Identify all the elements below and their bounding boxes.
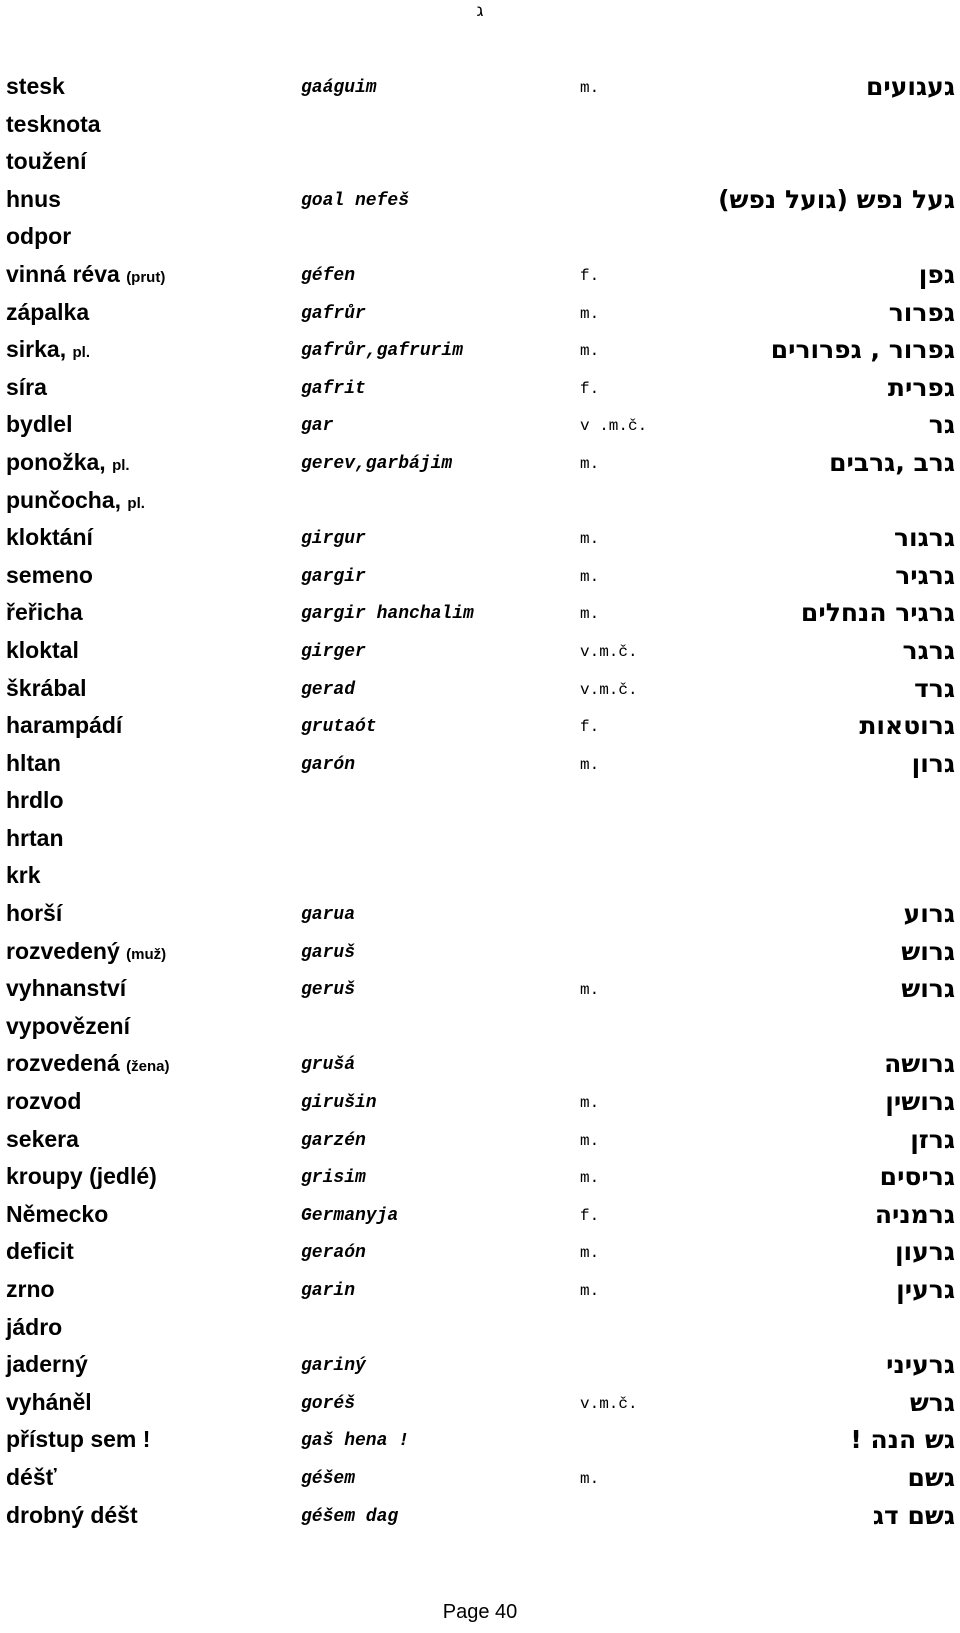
- dictionary-row: [0, 707, 960, 745]
- czech-word: hnus: [6, 185, 61, 212]
- hebrew-term: גפרור , גפרורים: [770, 335, 955, 365]
- czech-term: [6, 557, 93, 595]
- czech-term: [6, 406, 72, 444]
- dictionary-row: [0, 1008, 960, 1046]
- czech-word: harampádí: [6, 712, 123, 739]
- hebrew-term: גרוטאות: [859, 711, 955, 741]
- grammar-tag: v.m.č.: [580, 680, 638, 699]
- dictionary-row: [0, 1421, 960, 1459]
- czech-term: [6, 933, 166, 974]
- czech-note: pl.: [72, 344, 90, 362]
- hebrew-term: גרוש: [901, 936, 955, 966]
- czech-word: řeřicha: [6, 599, 83, 626]
- czech-word: zrno: [6, 1276, 55, 1302]
- transliteration: gerad: [301, 679, 356, 700]
- hebrew-term: גרזן: [910, 1124, 955, 1154]
- grammar-tag: m.: [580, 1131, 600, 1150]
- czech-term: [6, 68, 65, 106]
- dictionary-row: [0, 670, 960, 708]
- czech-term: [6, 1233, 74, 1271]
- czech-word: kloktání: [6, 524, 93, 551]
- czech-term: [6, 369, 47, 407]
- grammar-tag: m.: [580, 755, 600, 774]
- czech-word: rozvedený: [6, 937, 120, 964]
- grammar-tag: f.: [580, 379, 600, 398]
- transliteration: grisim: [301, 1168, 366, 1189]
- hebrew-term: גרעון: [894, 1237, 955, 1267]
- czech-word: semeno: [6, 561, 93, 588]
- czech-word: hrtan: [6, 824, 64, 851]
- hebrew-term: גרוע: [903, 899, 955, 929]
- czech-term: [6, 294, 89, 332]
- czech-term: [6, 444, 130, 485]
- dictionary-row: [0, 1497, 960, 1535]
- czech-term: [6, 1459, 57, 1497]
- grammar-tag: m.: [580, 1244, 600, 1263]
- hebrew-term: גרגור: [893, 523, 955, 553]
- dictionary-row: [0, 519, 960, 557]
- czech-note: pl.: [112, 456, 130, 474]
- hebrew-term: גפן: [918, 259, 955, 289]
- transliteration: gaš hena !: [301, 1431, 410, 1452]
- transliteration: gafrit: [301, 378, 366, 399]
- czech-word: drobný déšt: [6, 1501, 138, 1528]
- dictionary-row: [0, 1384, 960, 1422]
- grammar-tag: m.: [580, 1469, 600, 1488]
- czech-word: jaderný: [6, 1351, 88, 1378]
- dictionary-row: [0, 1045, 960, 1083]
- grammar-tag: v.m.č.: [580, 642, 638, 661]
- dictionary-row: [0, 632, 960, 670]
- czech-term: [6, 1346, 88, 1384]
- hebrew-term: גרעיני: [886, 1350, 955, 1380]
- hebrew-term: גפרור: [888, 297, 955, 327]
- dictionary-row: [0, 406, 960, 444]
- dictionary-row: [0, 820, 960, 858]
- czech-word: jádro: [6, 1313, 63, 1340]
- czech-word: vyháněl: [6, 1388, 92, 1415]
- hebrew-term: גרב ,גרבים: [829, 447, 955, 477]
- czech-term: [6, 143, 87, 181]
- czech-word: sirka,: [6, 336, 67, 363]
- czech-term: [6, 857, 41, 895]
- transliteration: goal nefeš: [301, 190, 410, 211]
- dictionary-row: [0, 143, 960, 181]
- czech-term: [6, 670, 87, 708]
- dictionary-row: [0, 1309, 960, 1347]
- grammar-tag: m.: [580, 1169, 600, 1188]
- dictionary-row: [0, 331, 960, 369]
- transliteration: géfen: [301, 265, 356, 286]
- transliteration: grušá: [301, 1055, 356, 1076]
- hebrew-term: גרעין: [896, 1275, 955, 1304]
- grammar-tag: m.: [580, 981, 600, 1000]
- dictionary-row: [0, 1121, 960, 1159]
- hebrew-term: גריסים: [879, 1162, 955, 1192]
- grammar-tag: m.: [580, 454, 600, 473]
- dictionary-row: [0, 106, 960, 144]
- dictionary-row: [0, 1346, 960, 1384]
- czech-term: [6, 1008, 130, 1046]
- dictionary-row: [0, 218, 960, 256]
- czech-term: [6, 519, 93, 557]
- transliteration: girušin: [301, 1093, 377, 1114]
- hebrew-term: גרוש: [901, 974, 955, 1004]
- czech-term: [6, 181, 61, 219]
- czech-word: odpor: [6, 223, 72, 250]
- section-letter: ג: [476, 1, 484, 21]
- czech-term: [6, 970, 126, 1008]
- czech-word: vinná réva: [6, 260, 120, 287]
- page-number: Page 40: [442, 1601, 518, 1623]
- czech-note: (prut): [126, 268, 166, 286]
- dictionary-row: [0, 857, 960, 895]
- dictionary-row: [0, 294, 960, 332]
- czech-word: Německo: [6, 1200, 109, 1227]
- czech-word: bydlel: [6, 411, 73, 438]
- transliteration: gafrůr: [301, 303, 366, 324]
- transliteration: gargir hanchalim: [301, 604, 474, 625]
- czech-word: deficit: [6, 1238, 74, 1265]
- dictionary-row: [0, 369, 960, 407]
- dictionary-row: [0, 1083, 960, 1121]
- transliteration: garón: [301, 754, 356, 775]
- transliteration: garzén: [301, 1130, 366, 1151]
- transliteration: géšem dag: [301, 1506, 399, 1527]
- czech-word: ponožka,: [6, 448, 106, 475]
- czech-word: tesknota: [6, 110, 101, 137]
- dictionary-row: [0, 594, 960, 632]
- czech-term: [6, 331, 90, 372]
- grammar-tag: f.: [580, 1206, 600, 1225]
- dictionary-row: [0, 1271, 960, 1309]
- hebrew-term: גרש: [909, 1387, 955, 1417]
- hebrew-term: גשם: [907, 1462, 955, 1492]
- transliteration: gariný: [301, 1356, 366, 1377]
- transliteration: gerev,garbájim: [301, 453, 453, 474]
- dictionary-row: [0, 256, 960, 294]
- czech-word: zápalka: [6, 298, 90, 325]
- czech-word: síra: [6, 373, 47, 400]
- grammar-tag: m.: [580, 304, 600, 323]
- hebrew-term: גרגיר: [895, 560, 955, 590]
- dictionary-row: [0, 68, 960, 106]
- transliteration: garuš: [301, 942, 356, 963]
- czech-term: [6, 1083, 81, 1121]
- dictionary-row: [0, 1459, 960, 1497]
- czech-word: kloktal: [6, 636, 79, 663]
- dictionary-row: [0, 482, 960, 520]
- czech-term: [6, 1309, 62, 1347]
- transliteration: geruš: [301, 980, 356, 1001]
- dictionary-row: [0, 1233, 960, 1271]
- dictionary-row: [0, 745, 960, 783]
- transliteration: Germanyja: [301, 1205, 399, 1226]
- hebrew-term: געגועים: [866, 72, 955, 101]
- czech-word: déšť: [6, 1463, 57, 1490]
- czech-term: [6, 1158, 157, 1196]
- czech-term: [6, 1196, 108, 1234]
- transliteration: géšem: [301, 1468, 356, 1489]
- transliteration: garua: [301, 905, 356, 926]
- dictionary-table: [0, 68, 960, 1534]
- hebrew-term: גשם דג: [872, 1500, 955, 1530]
- czech-note: (žena): [126, 1058, 170, 1076]
- transliteration: gar: [301, 416, 334, 437]
- czech-term: [6, 1271, 55, 1309]
- transliteration: garin: [301, 1281, 356, 1301]
- hebrew-term: געל נפש (גועל נפש): [718, 184, 955, 214]
- transliteration: gaáguim: [301, 78, 377, 98]
- czech-word: rozvod: [6, 1088, 82, 1115]
- transliteration: girger: [301, 641, 366, 662]
- grammar-tag: m.: [580, 567, 600, 586]
- czech-term: [6, 106, 101, 144]
- hebrew-term: גרמניה: [874, 1199, 955, 1229]
- grammar-tag: f.: [580, 266, 600, 285]
- czech-word: sekera: [6, 1125, 79, 1152]
- czech-word: vyhnanství: [6, 975, 127, 1002]
- grammar-tag: v .m.č.: [580, 417, 648, 436]
- czech-term: [6, 1384, 92, 1422]
- transliteration: gafrůr,gafrurim: [301, 341, 464, 362]
- czech-term: [6, 218, 71, 256]
- czech-note: pl.: [127, 494, 145, 512]
- dictionary-row: [0, 557, 960, 595]
- dictionary-row: [0, 181, 960, 219]
- czech-word: toužení: [6, 148, 87, 175]
- czech-word: horší: [6, 900, 63, 927]
- transliteration: girgur: [301, 529, 366, 550]
- dictionary-row: [0, 970, 960, 1008]
- czech-note: (muž): [126, 945, 167, 963]
- czech-word: punčocha,: [6, 486, 122, 513]
- czech-word: rozvedená: [6, 1050, 120, 1077]
- hebrew-term: גר: [928, 410, 955, 440]
- grammar-tag: v.m.č.: [580, 1394, 638, 1413]
- hebrew-term: גרגיר הנחלים: [800, 598, 955, 628]
- czech-word: kroupy (jedlé): [6, 1163, 157, 1190]
- dictionary-row: [0, 895, 960, 933]
- czech-word: stesk: [6, 73, 65, 99]
- czech-term: [6, 1121, 79, 1159]
- transliteration: goréš: [301, 1393, 356, 1414]
- grammar-tag: m.: [580, 1282, 600, 1300]
- czech-word: krk: [6, 862, 41, 889]
- czech-word: škrábal: [6, 674, 87, 701]
- transliteration: geraón: [301, 1243, 366, 1264]
- hebrew-term: גרושין: [885, 1087, 955, 1117]
- czech-term: [6, 895, 62, 933]
- hebrew-term: גפרית: [887, 372, 955, 402]
- czech-term: [6, 1421, 150, 1459]
- grammar-tag: m.: [580, 342, 600, 361]
- czech-word: vypovězení: [6, 1012, 130, 1039]
- hebrew-term: גרון: [911, 748, 955, 778]
- czech-term: [6, 594, 83, 632]
- dictionary-row: [0, 444, 960, 482]
- grammar-tag: m.: [580, 530, 600, 549]
- czech-term: [6, 256, 165, 297]
- dictionary-row: [0, 933, 960, 971]
- czech-term: [6, 782, 64, 820]
- czech-term: [6, 707, 122, 745]
- czech-word: hltan: [6, 749, 61, 776]
- dictionary-row: [0, 1196, 960, 1234]
- czech-term: [6, 820, 64, 858]
- hebrew-term: גש הנה !: [850, 1425, 955, 1455]
- czech-term: [6, 1045, 170, 1086]
- hebrew-term: גרושה: [884, 1049, 955, 1079]
- transliteration: grutaót: [301, 717, 377, 738]
- grammar-tag: m.: [580, 79, 600, 97]
- czech-term: [6, 1497, 138, 1535]
- czech-term: [6, 632, 79, 670]
- czech-term: [6, 482, 145, 523]
- dictionary-row: [0, 1158, 960, 1196]
- hebrew-term: גרד: [914, 673, 955, 703]
- dictionary-row: [0, 782, 960, 820]
- czech-term: [6, 745, 61, 783]
- grammar-tag: m.: [580, 605, 600, 624]
- czech-word: přístup sem !: [6, 1426, 151, 1453]
- transliteration: gargir: [301, 566, 366, 587]
- grammar-tag: m.: [580, 1094, 600, 1113]
- grammar-tag: f.: [580, 718, 600, 737]
- czech-word: hrdlo: [6, 787, 64, 814]
- hebrew-term: גרגר: [902, 635, 955, 665]
